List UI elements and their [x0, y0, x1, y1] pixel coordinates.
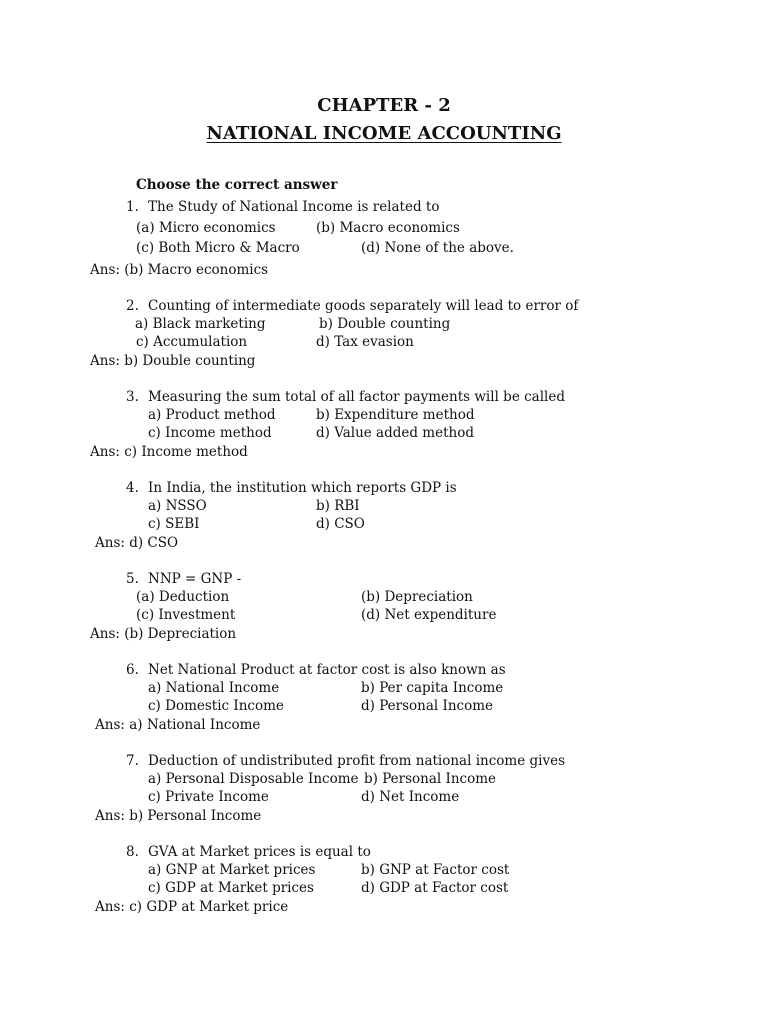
option-d: (d) None of the above.: [361, 240, 514, 256]
question-text: Deduction of undistributed profit from national income gives: [148, 753, 566, 769]
option-c: c) SEBI: [148, 516, 200, 532]
question-number: 7.: [126, 753, 139, 769]
option-c: c) Private Income: [148, 789, 269, 805]
question-number: 8.: [126, 844, 139, 860]
question-text: In India, the institution which reports GDP is: [148, 480, 457, 496]
answer-text: Ans: (b) Depreciation: [90, 626, 237, 642]
answer-text: Ans: b) Personal Income: [95, 808, 262, 824]
question-text: Counting of intermediate goods separately will lead to error of: [148, 298, 579, 314]
option-c: (c) Both Micro & Macro: [136, 240, 300, 256]
option-b: (b) Macro economics: [316, 220, 460, 236]
option-a: a) National Income: [148, 680, 280, 696]
answer-text: Ans: d) CSO: [95, 535, 179, 551]
option-d: d) Net Income: [361, 789, 460, 805]
question-number: 4.: [126, 480, 139, 496]
option-d: d) CSO: [316, 516, 365, 532]
option-a: (a) Micro economics: [136, 220, 276, 236]
question-number: 3.: [126, 389, 139, 405]
option-a: a) Product method: [148, 407, 276, 423]
question-text: GVA at Market prices is equal to: [148, 844, 371, 860]
option-c: c) Accumulation: [136, 334, 248, 350]
option-b: b) Expenditure method: [316, 407, 475, 423]
question-number: 2.: [126, 298, 139, 314]
page-title-text: NATIONAL INCOME ACCOUNTING: [206, 123, 562, 144]
option-d: d) GDP at Factor cost: [361, 880, 509, 896]
option-c: c) Income method: [148, 425, 272, 441]
question-text: The Study of National Income is related to: [148, 199, 440, 215]
answer-text: Ans: c) Income method: [90, 444, 248, 460]
option-d: (d) Net expenditure: [361, 607, 497, 623]
option-a: a) NSSO: [148, 498, 207, 514]
option-c: c) GDP at Market prices: [148, 880, 314, 896]
option-a: a) Black marketing: [135, 316, 266, 332]
chapter-heading: CHAPTER - 2: [317, 95, 451, 116]
option-b: b) Double counting: [319, 316, 451, 332]
answer-text: Ans: b) Double counting: [90, 353, 256, 369]
option-a: a) GNP at Market prices: [148, 862, 316, 878]
question-text: Net National Product at factor cost is also known as: [148, 662, 506, 678]
option-b: b) Per capita Income: [361, 680, 504, 696]
option-d: d) Tax evasion: [316, 334, 414, 350]
answer-text: Ans: a) National Income: [95, 717, 261, 733]
question-number: 5.: [126, 571, 139, 587]
instruction-text: Choose the correct answer: [136, 177, 338, 193]
question-number: 6.: [126, 662, 139, 678]
option-b: (b) Depreciation: [361, 589, 473, 605]
option-d: d) Personal Income: [361, 698, 494, 714]
question-number: 1.: [126, 199, 139, 215]
question-text: NNP = GNP -: [148, 571, 242, 587]
option-a: (a) Deduction: [136, 589, 230, 605]
option-a: a) Personal Disposable Income: [148, 771, 359, 787]
option-b: b) Personal Income: [364, 771, 497, 787]
page-title: [0, 123, 768, 145]
option-b: b) RBI: [316, 498, 360, 514]
answer-text: Ans: c) GDP at Market price: [95, 899, 289, 915]
answer-text: Ans: (b) Macro economics: [90, 262, 269, 278]
question-text: Measuring the sum total of all factor payments will be called: [148, 389, 565, 405]
option-c: c) Domestic Income: [148, 698, 284, 714]
option-b: b) GNP at Factor cost: [361, 862, 510, 878]
option-d: d) Value added method: [316, 425, 474, 441]
option-c: (c) Investment: [136, 607, 236, 623]
